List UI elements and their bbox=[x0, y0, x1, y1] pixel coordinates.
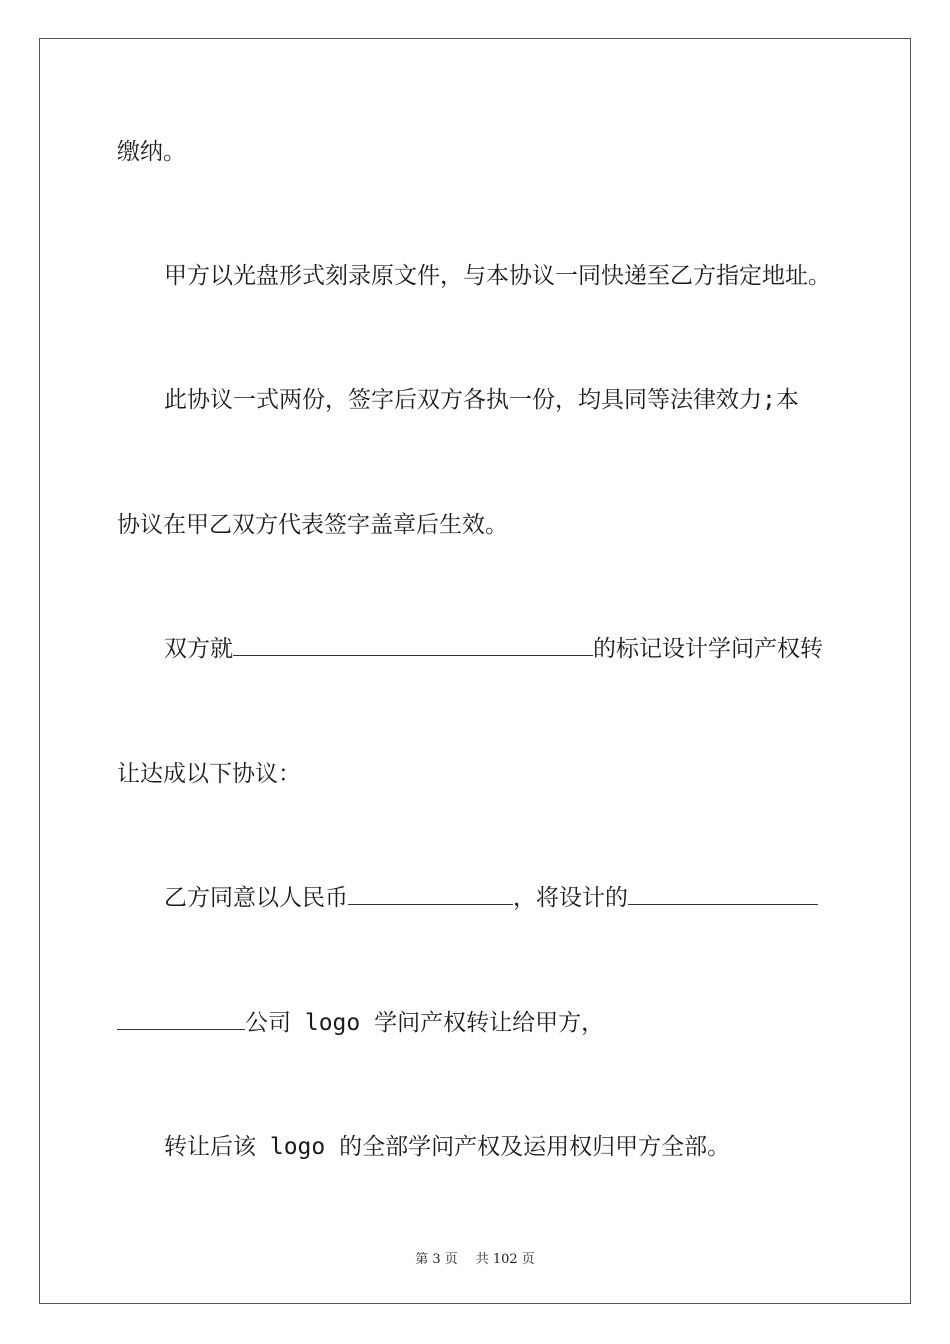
paragraph-line bbox=[117, 137, 186, 167]
paragraph-line bbox=[164, 1132, 730, 1162]
text-rights: 转让后该 logo 的全部学问产权及运用权归甲方全部。 bbox=[164, 1134, 731, 1160]
text-delivery: 甲方以光盘形式刻录原文件，与本协议一同快递至乙方指定地址。 bbox=[164, 263, 831, 289]
paragraph-line bbox=[164, 883, 818, 913]
text-payment: 缴纳。 bbox=[117, 139, 186, 165]
fill-blank-company bbox=[117, 1009, 245, 1030]
text-price-pre: 乙方同意以人民币 bbox=[164, 885, 348, 911]
text-effective: 协议在甲乙双方代表签字盖章后生效。 bbox=[117, 512, 508, 538]
text-parties: 双方就 bbox=[164, 636, 233, 662]
fill-blank-subject bbox=[233, 635, 593, 656]
paragraph-line bbox=[164, 385, 799, 415]
paragraph-line bbox=[117, 759, 301, 789]
fill-blank-design bbox=[628, 884, 818, 905]
text-logo-transfer: 公司 logo 学问产权转让给甲方， bbox=[245, 1010, 605, 1036]
paragraph-line bbox=[164, 261, 831, 291]
paragraph-line bbox=[117, 510, 508, 540]
paragraph-line bbox=[117, 1008, 604, 1038]
fill-blank-amount bbox=[348, 884, 513, 905]
text-agreement: 让达成以下协议： bbox=[117, 761, 301, 787]
text-design: ，将设计的 bbox=[513, 885, 628, 911]
page-number: 第 3 页 bbox=[415, 1252, 458, 1267]
page-footer bbox=[0, 1248, 950, 1267]
page-border bbox=[39, 38, 911, 1304]
text-copies: 此协议一式两份，签字后双方各执一份，均具同等法律效力;本 bbox=[164, 387, 799, 413]
paragraph-line bbox=[164, 634, 823, 664]
text-transfer: 的标记设计学问产权转 bbox=[593, 636, 823, 662]
page-total: 共 102 页 bbox=[475, 1252, 535, 1267]
